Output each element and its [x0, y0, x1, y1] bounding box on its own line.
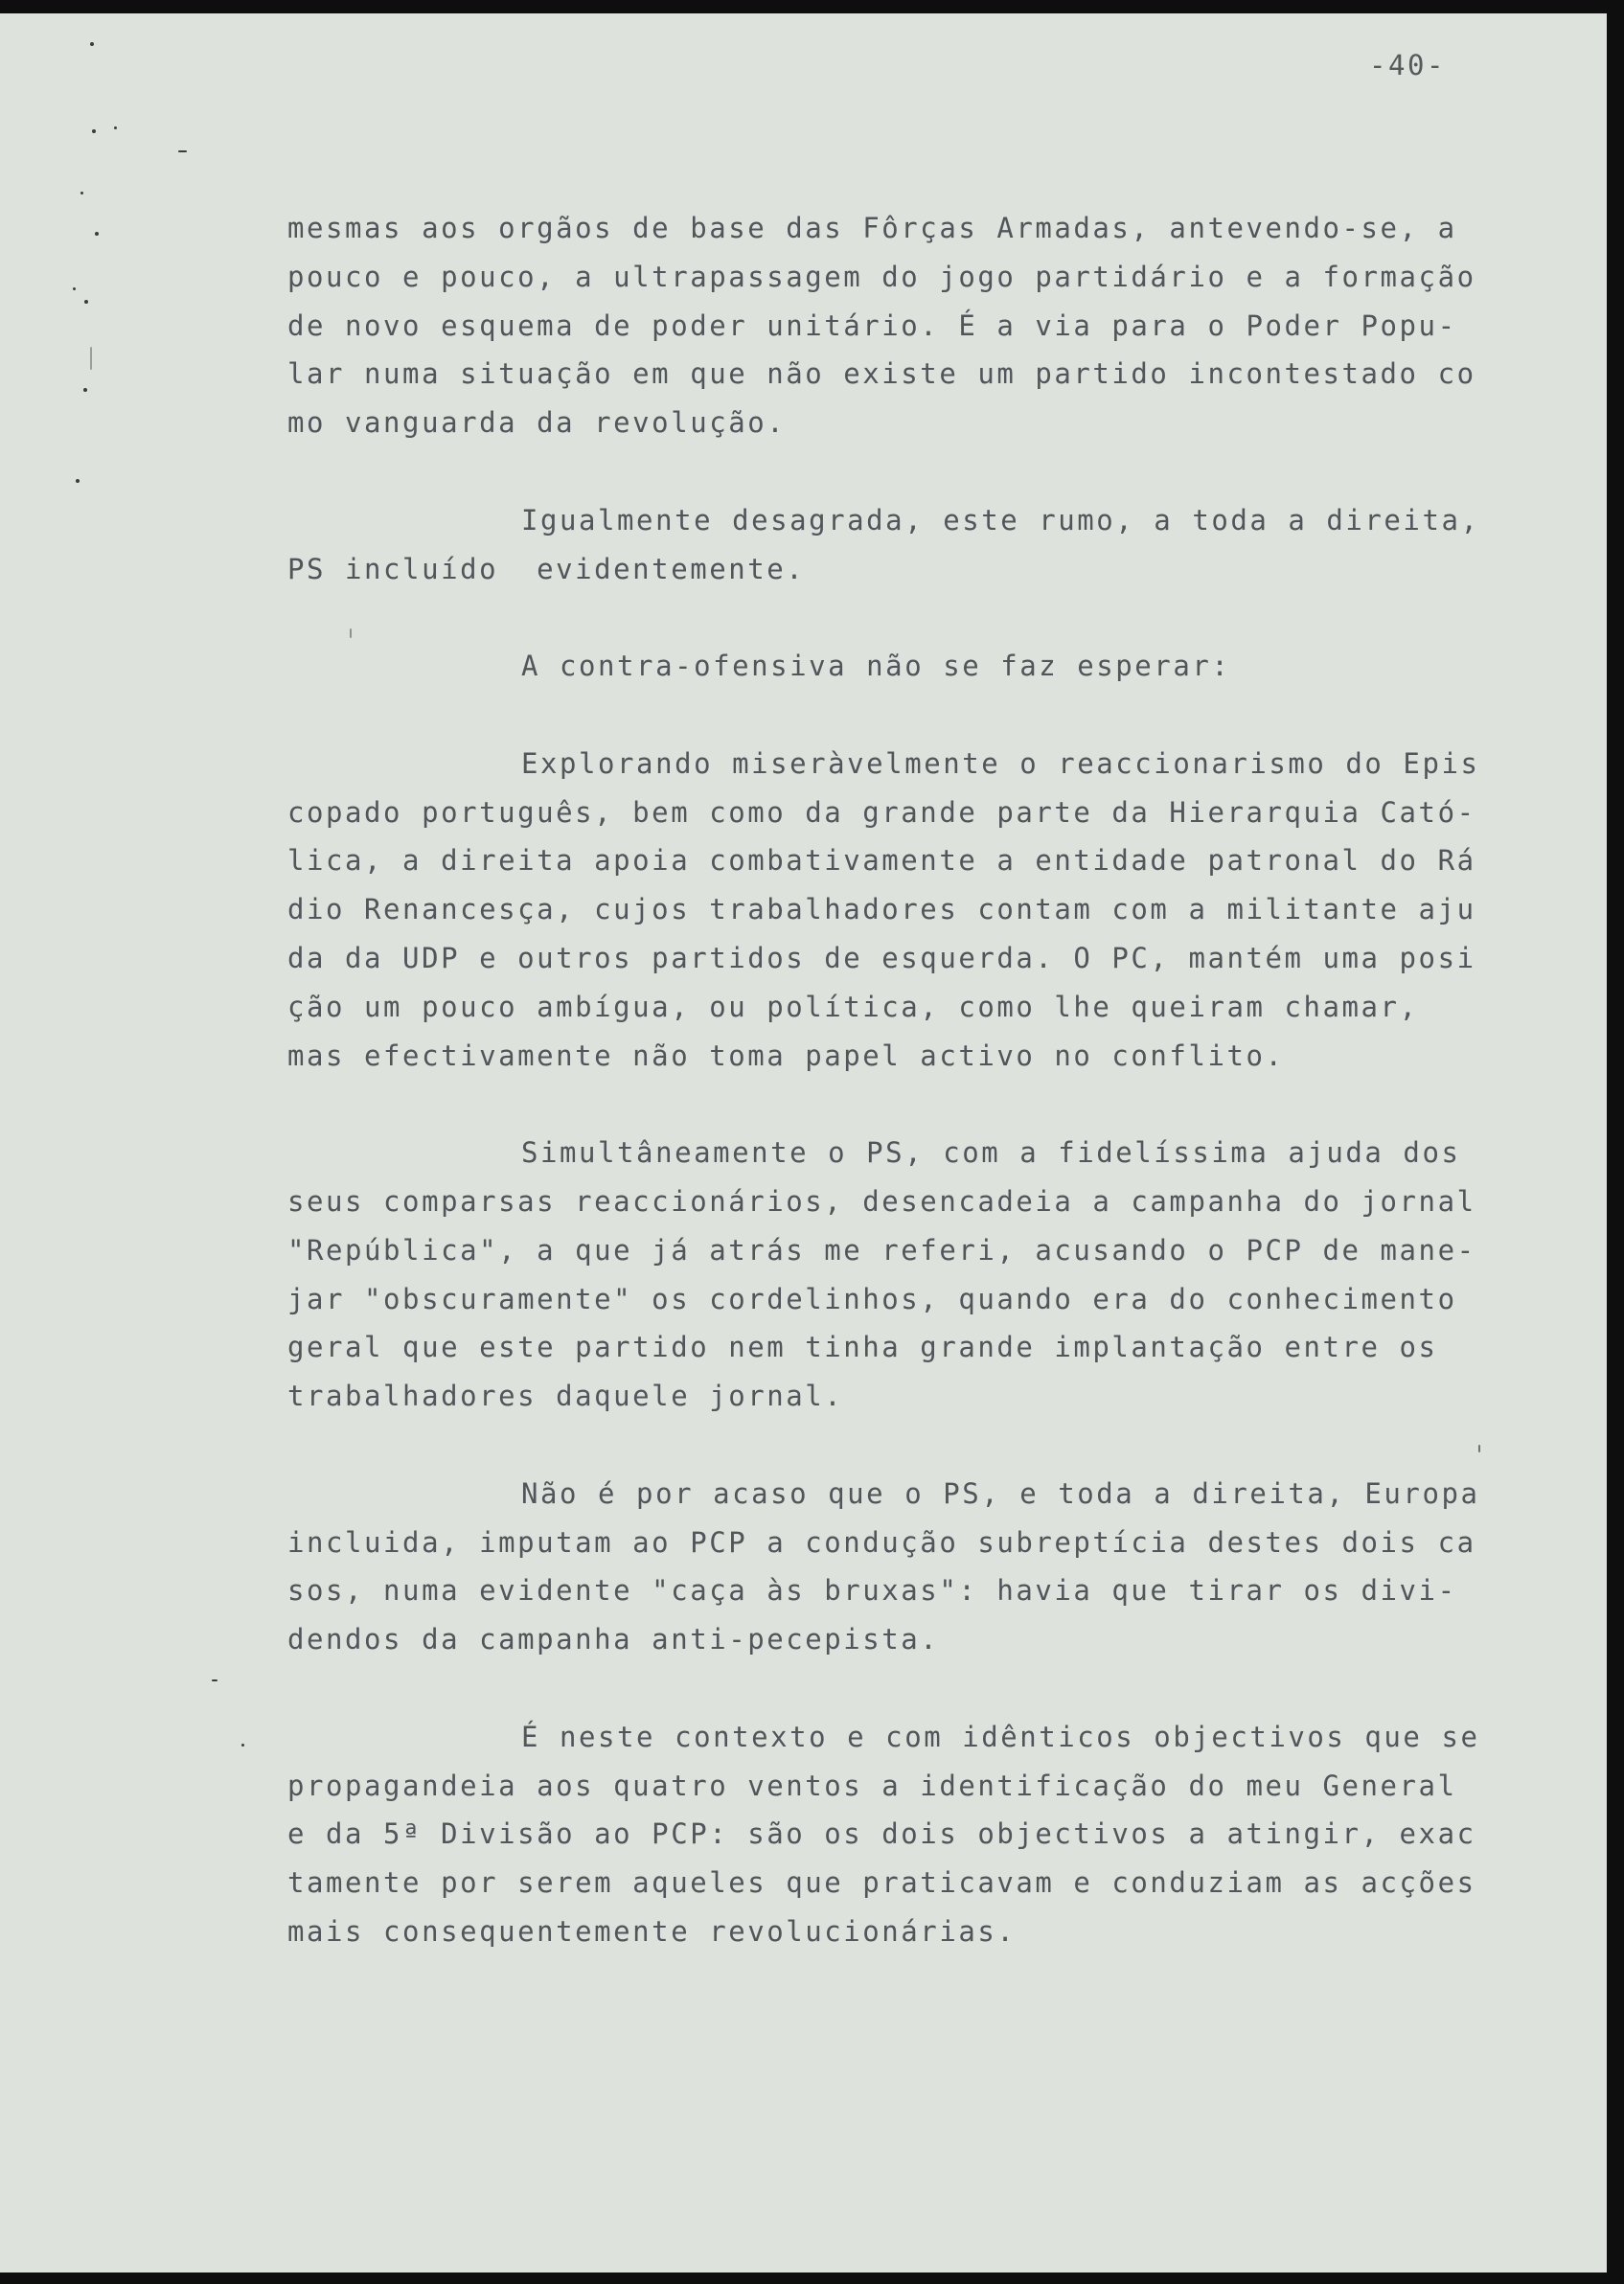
text-line: jar "obscuramente" os cordelinhos, quando era do conhecimento	[287, 1282, 1457, 1315]
text-line: mesmas aos orgãos de base das Fôrças Armadas, antevendo-se, a	[287, 212, 1457, 244]
text-line: dio Renancesça, cujos trabalhadores contam com a militante aju	[287, 893, 1476, 926]
text-line: dendos da campanha anti-pecepista.	[287, 1623, 940, 1656]
scan-border-top	[0, 0, 1624, 13]
text-line: Igualmente desagrada, este rumo, a toda a direita,	[521, 503, 1480, 537]
text-line: seus comparsas reaccionários, desencadeia a campanha do jornal	[287, 1184, 1476, 1218]
text-line: lica, a direita apoia combativamente a entidade patronal do Rá	[287, 844, 1476, 878]
scan-speck	[178, 150, 187, 152]
paragraph	[287, 496, 1533, 594]
text-line: propagandeia aos quatro ventos a identificação do meu General	[287, 1769, 1457, 1802]
scan-speck	[76, 479, 80, 483]
text-line: sos, numa evidente "caça às bruxas": havia que tirar os divi-	[287, 1574, 1457, 1608]
scan-border-right	[1607, 0, 1624, 2284]
text-line: tamente por serem aqueles que praticavam e conduziam as acções	[287, 1866, 1476, 1900]
text-line: É neste contexto e com idênticos objectivos que se	[521, 1720, 1480, 1753]
paragraph	[287, 204, 1533, 447]
scan-speck	[80, 192, 83, 194]
text-line: e da 5ª Divisão ao PCP: são os dois objectivos a atingir, exac	[287, 1817, 1476, 1851]
scan-speck	[90, 347, 92, 370]
text-line: Não é por acaso que o PS, e toda a direita, Europa	[521, 1476, 1480, 1510]
scan-speck	[95, 232, 99, 236]
scan-speck	[83, 388, 87, 392]
paragraph	[287, 1470, 1533, 1664]
text-line: da da UDP e outros partidos de esquerda. O PC, mantém uma posi	[287, 941, 1476, 974]
scan-speck	[84, 300, 88, 304]
scan-speck	[73, 287, 76, 290]
text-line: mas efectivamente não toma papel activo no conflito.	[287, 1039, 1285, 1072]
text-line: lar numa situação em que não existe um partido incontestado co	[287, 357, 1476, 391]
scan-border-bottom	[0, 2273, 1624, 2284]
text-line: geral que este partido nem tinha grande implantação entre os	[287, 1331, 1438, 1364]
document-body	[287, 204, 1533, 1956]
text-line: de novo esquema de poder unitário. É a via para o Poder Popu-	[287, 308, 1457, 342]
paragraph	[287, 740, 1533, 1081]
page-number: -40-	[1369, 49, 1447, 81]
paragraph	[287, 1713, 1533, 1956]
text-line: trabalhadores daquele jornal.	[287, 1380, 844, 1413]
text-line: copado português, bem como da grande parte da Hierarquia Cató-	[287, 795, 1476, 829]
scan-speck	[90, 42, 94, 46]
text-line: mo vanguarda da revolução.	[287, 406, 787, 440]
scan-speck	[212, 1679, 217, 1681]
scan-speck	[92, 129, 96, 133]
scan-speck	[114, 126, 117, 129]
scan-speck	[241, 1744, 244, 1747]
text-line: A contra-ofensiva não se faz esperar:	[521, 650, 1231, 683]
text-line: PS incluído evidentemente.	[287, 552, 806, 585]
text-line: mais consequentemente revolucionárias.	[287, 1914, 1017, 1948]
text-line: Explorando miseràvelmente o reaccionarismo do Epis	[521, 746, 1480, 780]
text-line: Simultâneamente o PS, com a fidelíssima ajuda dos	[521, 1136, 1461, 1170]
text-line: ção um pouco ambígua, ou política, como lhe queiram chamar,	[287, 990, 1419, 1023]
text-line: incluida, imputam ao PCP a condução subreptícia destes dois ca	[287, 1525, 1476, 1559]
paragraph	[287, 1129, 1533, 1421]
text-line: pouco e pouco, a ultrapassagem do jogo partidário e a formação	[287, 260, 1476, 293]
text-line: "República", a que já atrás me referi, acusando o PCP de mane-	[287, 1233, 1476, 1267]
paragraph	[287, 642, 1533, 691]
